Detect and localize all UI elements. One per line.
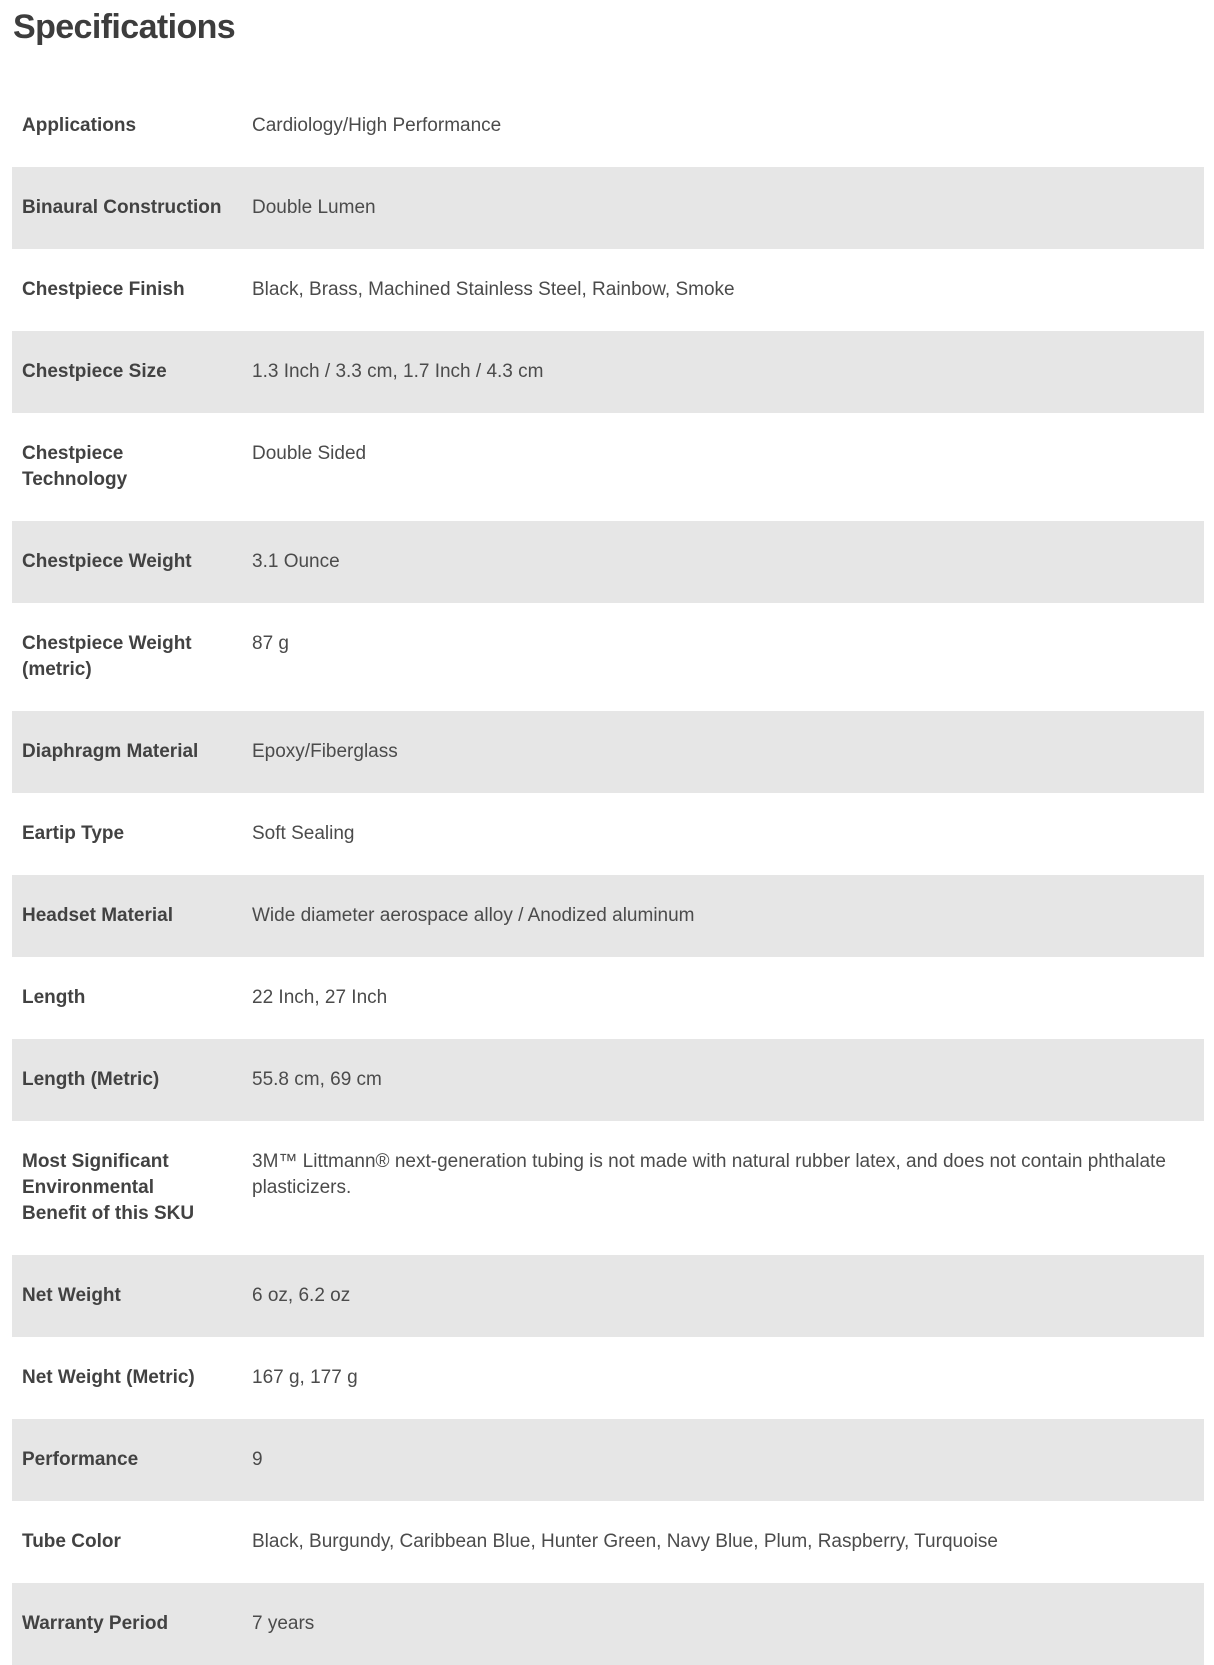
spec-label: Net Weight xyxy=(22,1285,121,1307)
specifications-table xyxy=(12,85,1204,1665)
spec-value: Double Lumen xyxy=(252,197,376,219)
spec-value: Wide diameter aerospace alloy / Anodized aluminum xyxy=(252,905,695,927)
spec-row xyxy=(12,1255,1204,1337)
spec-row xyxy=(12,85,1204,167)
spec-label: Chestpiece Weight (metric) xyxy=(22,633,192,681)
spec-label: Diaphragm Material xyxy=(22,741,199,763)
spec-row xyxy=(12,875,1204,957)
spec-value: 55.8 cm, 69 cm xyxy=(252,1069,382,1091)
spec-value: 1.3 Inch / 3.3 cm, 1.7 Inch / 4.3 cm xyxy=(252,361,544,383)
spec-value: Cardiology/High Performance xyxy=(252,115,502,137)
spec-row xyxy=(12,521,1204,603)
spec-row xyxy=(12,413,1204,521)
spec-value: 22 Inch, 27 Inch xyxy=(252,987,388,1009)
spec-value: Double Sided xyxy=(252,443,367,465)
spec-row xyxy=(12,1121,1204,1255)
spec-row xyxy=(12,249,1204,331)
spec-label: Binaural Construction xyxy=(22,197,222,219)
spec-label: Length xyxy=(22,987,86,1009)
spec-label: Tube Color xyxy=(22,1531,121,1553)
spec-row xyxy=(12,793,1204,875)
spec-value: 3.1 Ounce xyxy=(252,551,340,573)
spec-value: Black, Burgundy, Caribbean Blue, Hunter Green, Navy Blue, Plum, Raspberry, Turquoise xyxy=(252,1531,998,1553)
spec-label: Net Weight (Metric) xyxy=(22,1367,195,1389)
spec-value: 7 years xyxy=(252,1613,315,1635)
spec-label: Chestpiece Size xyxy=(22,361,167,383)
spec-value: 87 g xyxy=(252,633,289,655)
spec-row xyxy=(12,603,1204,711)
spec-row xyxy=(12,167,1204,249)
spec-label: Performance xyxy=(22,1449,139,1471)
spec-label: Eartip Type xyxy=(22,823,125,845)
spec-value: 3M™ Littmann® next-generation tubing is not made with natural rubber latex, and does not contain phthalate plasticizers. xyxy=(252,1151,1166,1199)
spec-value: 6 oz, 6.2 oz xyxy=(252,1285,351,1307)
spec-value: Epoxy/Fiberglass xyxy=(252,741,398,763)
spec-label: Chestpiece Finish xyxy=(22,279,185,301)
spec-row xyxy=(12,957,1204,1039)
page-title: Specifications xyxy=(13,8,236,46)
spec-row xyxy=(12,711,1204,793)
spec-value: Black, Brass, Machined Stainless Steel, Rainbow, Smoke xyxy=(252,279,735,301)
spec-label: Chestpiece Technology xyxy=(22,443,128,491)
spec-label: Applications xyxy=(22,115,137,137)
spec-row xyxy=(12,1337,1204,1419)
spec-value: 9 xyxy=(252,1449,263,1471)
spec-row xyxy=(12,1583,1204,1665)
spec-row xyxy=(12,1419,1204,1501)
spec-value: 167 g, 177 g xyxy=(252,1367,358,1389)
spec-label: Chestpiece Weight xyxy=(22,551,192,573)
spec-label: Warranty Period xyxy=(22,1613,169,1635)
spec-label: Headset Material xyxy=(22,905,174,927)
spec-row xyxy=(12,1039,1204,1121)
spec-row xyxy=(12,331,1204,413)
spec-value: Soft Sealing xyxy=(252,823,355,845)
spec-row xyxy=(12,1501,1204,1583)
spec-label: Length (Metric) xyxy=(22,1069,160,1091)
spec-label: Most Significant Environmental Benefit of this SKU xyxy=(22,1151,195,1225)
